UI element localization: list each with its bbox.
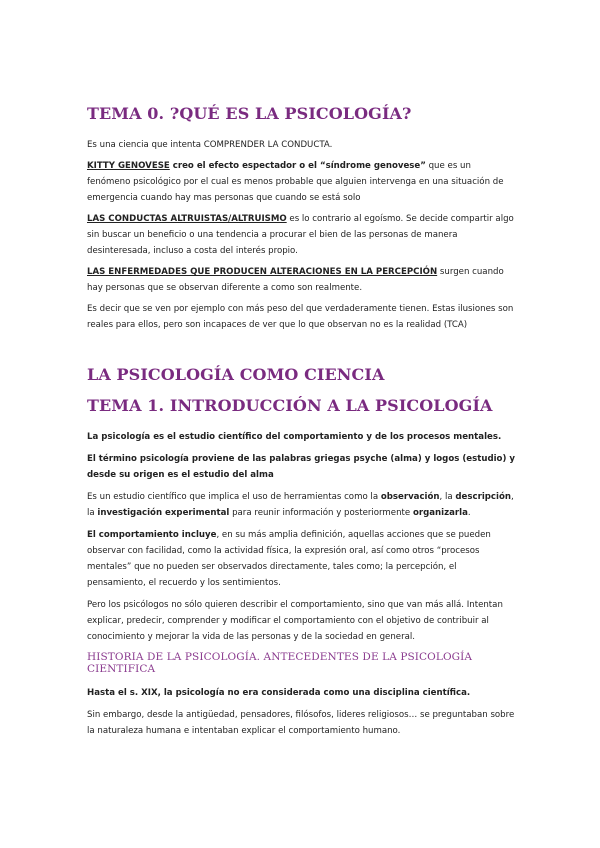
altruism-paragraph [87, 211, 517, 259]
behavior-bold: El comportamiento incluye [87, 530, 217, 540]
study-text-1: Es un estudio científico que implica el uso de herramientas como la [87, 492, 381, 502]
section-heading: LA PSICOLOGÍA COMO CIENCIA [87, 365, 385, 384]
perception-term: LAS ENFERMEDADES QUE PRODUCEN ALTERACIONES EN LA PERCEPCIÓN [87, 267, 438, 277]
study-experimental: investigación experimental [97, 508, 230, 518]
illusions-paragraph: Es decir que se ven por ejemplo con más peso del que verdaderamente tienen. Estas ilusiones son reales para ellos, pero son incapaces de ver que lo que observan no es la realidad (TCA) [87, 304, 514, 330]
xix-century-paragraph: Hasta el s. XIX, la psicología no era considerada como una disciplina científica. [87, 688, 471, 698]
study-observation: observación [380, 492, 440, 502]
altruism-term: LAS CONDUCTAS ALTRUISTAS/ALTRUISMO [87, 214, 287, 224]
kitty-genovese-bold-text: creo el efecto espectador o el “síndrome genovese” [169, 161, 426, 171]
behavior-text: , en su más amplia definición, aquellas acciones que se pueden observar con facilidad, como la actividad física, la expresión oral, así como otros “procesos mentales” que no pueden ser observados directamente, tales como; la percepción, el pensamiento, el recuerdo y los sentimientos. [87, 530, 491, 588]
definition-paragraph: La psicología es el estudio científico del comportamiento y de los procesos mentales. [87, 432, 502, 442]
kitty-genovese-text: que es un fenómeno psicológico por el cual es menos probable que alguien intervenga en una situación de emergencia cuando hay mas personas que cuando se está solo [87, 161, 504, 203]
intro-paragraph: Es una ciencia que intenta COMPRENDER LA CONDUCTA. [87, 140, 333, 150]
kitty-genovese-paragraph [87, 158, 517, 206]
history-heading: HISTORIA DE LA PSICOLOGÍA. ANTECEDENTES DE LA PSICOLOGÍA CIENTIFICA [87, 651, 473, 675]
study-text-5: . [467, 508, 471, 518]
study-text-3: , la [87, 492, 514, 518]
tema0-heading: TEMA 0. ?QUÉ ES LA PSICOLOGÍA? [87, 104, 412, 123]
document-content [87, 104, 517, 739]
altruism-text: es lo contrario al egoísmo. Se decide compartir algo sin buscar un beneficio o una tendencia a procurar el bien de las personas de manera desinteresada, incluso a costa del interés propio. [87, 214, 514, 256]
study-text-2: , la [439, 492, 456, 502]
behavior-paragraph [87, 527, 517, 591]
etymology-paragraph: El término psicología proviene de las palabras griegas psyche (alma) y logos (estudio) y desde su origen es el estudio del alma [87, 454, 515, 480]
kitty-genovese-term: KITTY GENOVESE [87, 161, 170, 171]
psychologists-paragraph: Pero los psicólogos no sólo quieren describir el comportamiento, sino que van más allá. Intentan explicar, predecir, comprender y modificar el comportamiento con el objetivo de contribuir al conocimiento y mejorar la vida de las personas y de la sociedad en general. [87, 600, 503, 642]
antiquity-paragraph: Sin embargo, desde la antigüedad, pensadores, filósofos, lideres religiosos… se preguntaban sobre la naturaleza humana e intentaban explicar el comportamiento humano. [87, 710, 515, 736]
scientific-study-paragraph [87, 489, 517, 521]
study-description: descripción [455, 492, 511, 502]
perception-text: surgen cuando hay personas que se observan diferente a como son realmente. [87, 267, 504, 293]
tema1-heading: TEMA 1. INTRODUCCIÓN A LA PSICOLOGÍA [87, 396, 493, 415]
study-text-4: para reunir información y posteriormente [229, 508, 413, 518]
study-organize: organizarla [412, 508, 468, 518]
perception-paragraph [87, 264, 517, 296]
